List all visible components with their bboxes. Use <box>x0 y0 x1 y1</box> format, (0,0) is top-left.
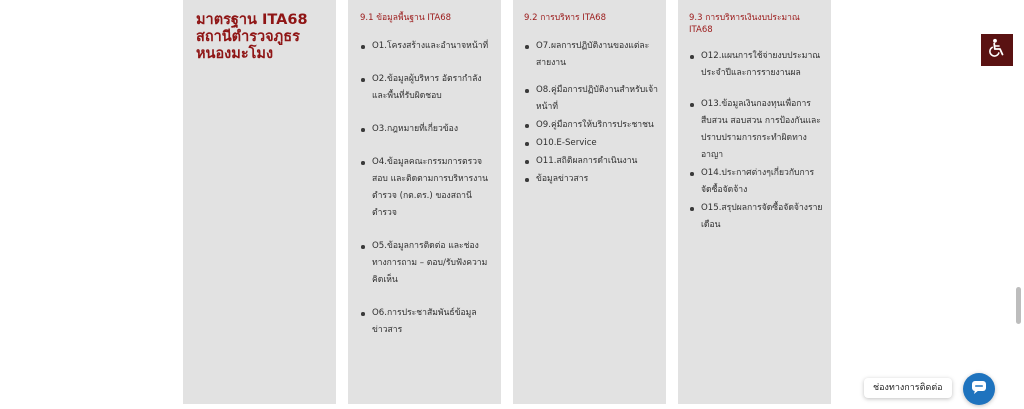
contact-label[interactable]: ช่องทางการติดต่อ <box>864 378 952 398</box>
chat-bubble-icon <box>970 378 988 400</box>
list-item[interactable]: O9.คู่มือการให้บริการประชาชน <box>536 117 658 134</box>
list-item[interactable]: O14.ประกาศต่างๆเกี่ยวกับการจัดซื้อจัดจ้าง <box>701 165 823 199</box>
list-item[interactable]: ข้อมูลข่าวสาร <box>536 171 658 188</box>
scrollbar-thumb[interactable] <box>1016 287 1021 324</box>
column-heading: 9.1 ข้อมูลพื้นฐาน ITA68 <box>360 13 452 23</box>
list-item[interactable]: O8.คู่มือการปฏิบัติงานสำหรับเจ้าหน้าที่ <box>536 82 658 116</box>
list-item[interactable]: O6.การประชาสัมพันธ์ข้อมูลข่าวสาร <box>372 305 493 339</box>
column-heading: 9.2 การบริหาร ITA68 <box>524 13 606 23</box>
link-list <box>689 48 823 234</box>
list-item[interactable]: O2.ข้อมูลผู้บริหาร อัตรากำลังและพื้นที่รับผิดชอบ <box>372 71 493 105</box>
chat-button[interactable] <box>963 373 995 405</box>
list-item[interactable]: O10.E-Service <box>536 135 658 152</box>
list-item[interactable]: O15.สรุปผลการจัดซื้อจัดจ้างรายเดือน <box>701 200 823 234</box>
column-basic-info <box>348 0 501 404</box>
title-panel <box>183 0 336 404</box>
list-item[interactable]: O13.ข้อมูลเงินกองทุนเพื่อการสืบสวน สอบสวน การป้องกันและปราบปรามการกระทำผิดทางอาญา <box>701 96 823 164</box>
list-item[interactable]: O3.กฎหมายที่เกี่ยวข้อง <box>372 121 493 138</box>
link-list <box>524 38 658 188</box>
list-item[interactable]: O5.ข้อมูลการติดต่อ และช่องทางการถาม – ตอบ/รับฟังความคิดเห็น <box>372 238 493 289</box>
wheelchair-icon <box>987 38 1007 62</box>
list-item[interactable]: O12.แผนการใช้จ่ายงบประมาณประจำปีและการรายงานผล <box>701 48 823 82</box>
column-heading: 9.3 การบริหารเงินงบประมาณ ITA68 <box>689 13 800 35</box>
list-item[interactable]: O4.ข้อมูลคณะกรรมการตรวจสอบ และติดตามการบริหารงานตำรวจ (กต.ตร.) ของสถานีตำรวจ <box>372 154 493 222</box>
accessibility-button[interactable] <box>981 34 1013 66</box>
column-budget <box>678 0 831 404</box>
site-title: มาตรฐาน ITA68 สถานีตำรวจภูธรหนองมะโมง <box>196 12 308 62</box>
link-list <box>360 38 493 339</box>
list-item[interactable]: O1.โครงสร้างและอำนาจหน้าที่ <box>372 38 493 55</box>
list-item[interactable]: O11.สถิติผลการดำเนินงาน <box>536 153 658 170</box>
column-administration <box>513 0 666 404</box>
list-item[interactable]: O7.ผลการปฏิบัติงานของแต่ละสายงาน <box>536 38 658 72</box>
